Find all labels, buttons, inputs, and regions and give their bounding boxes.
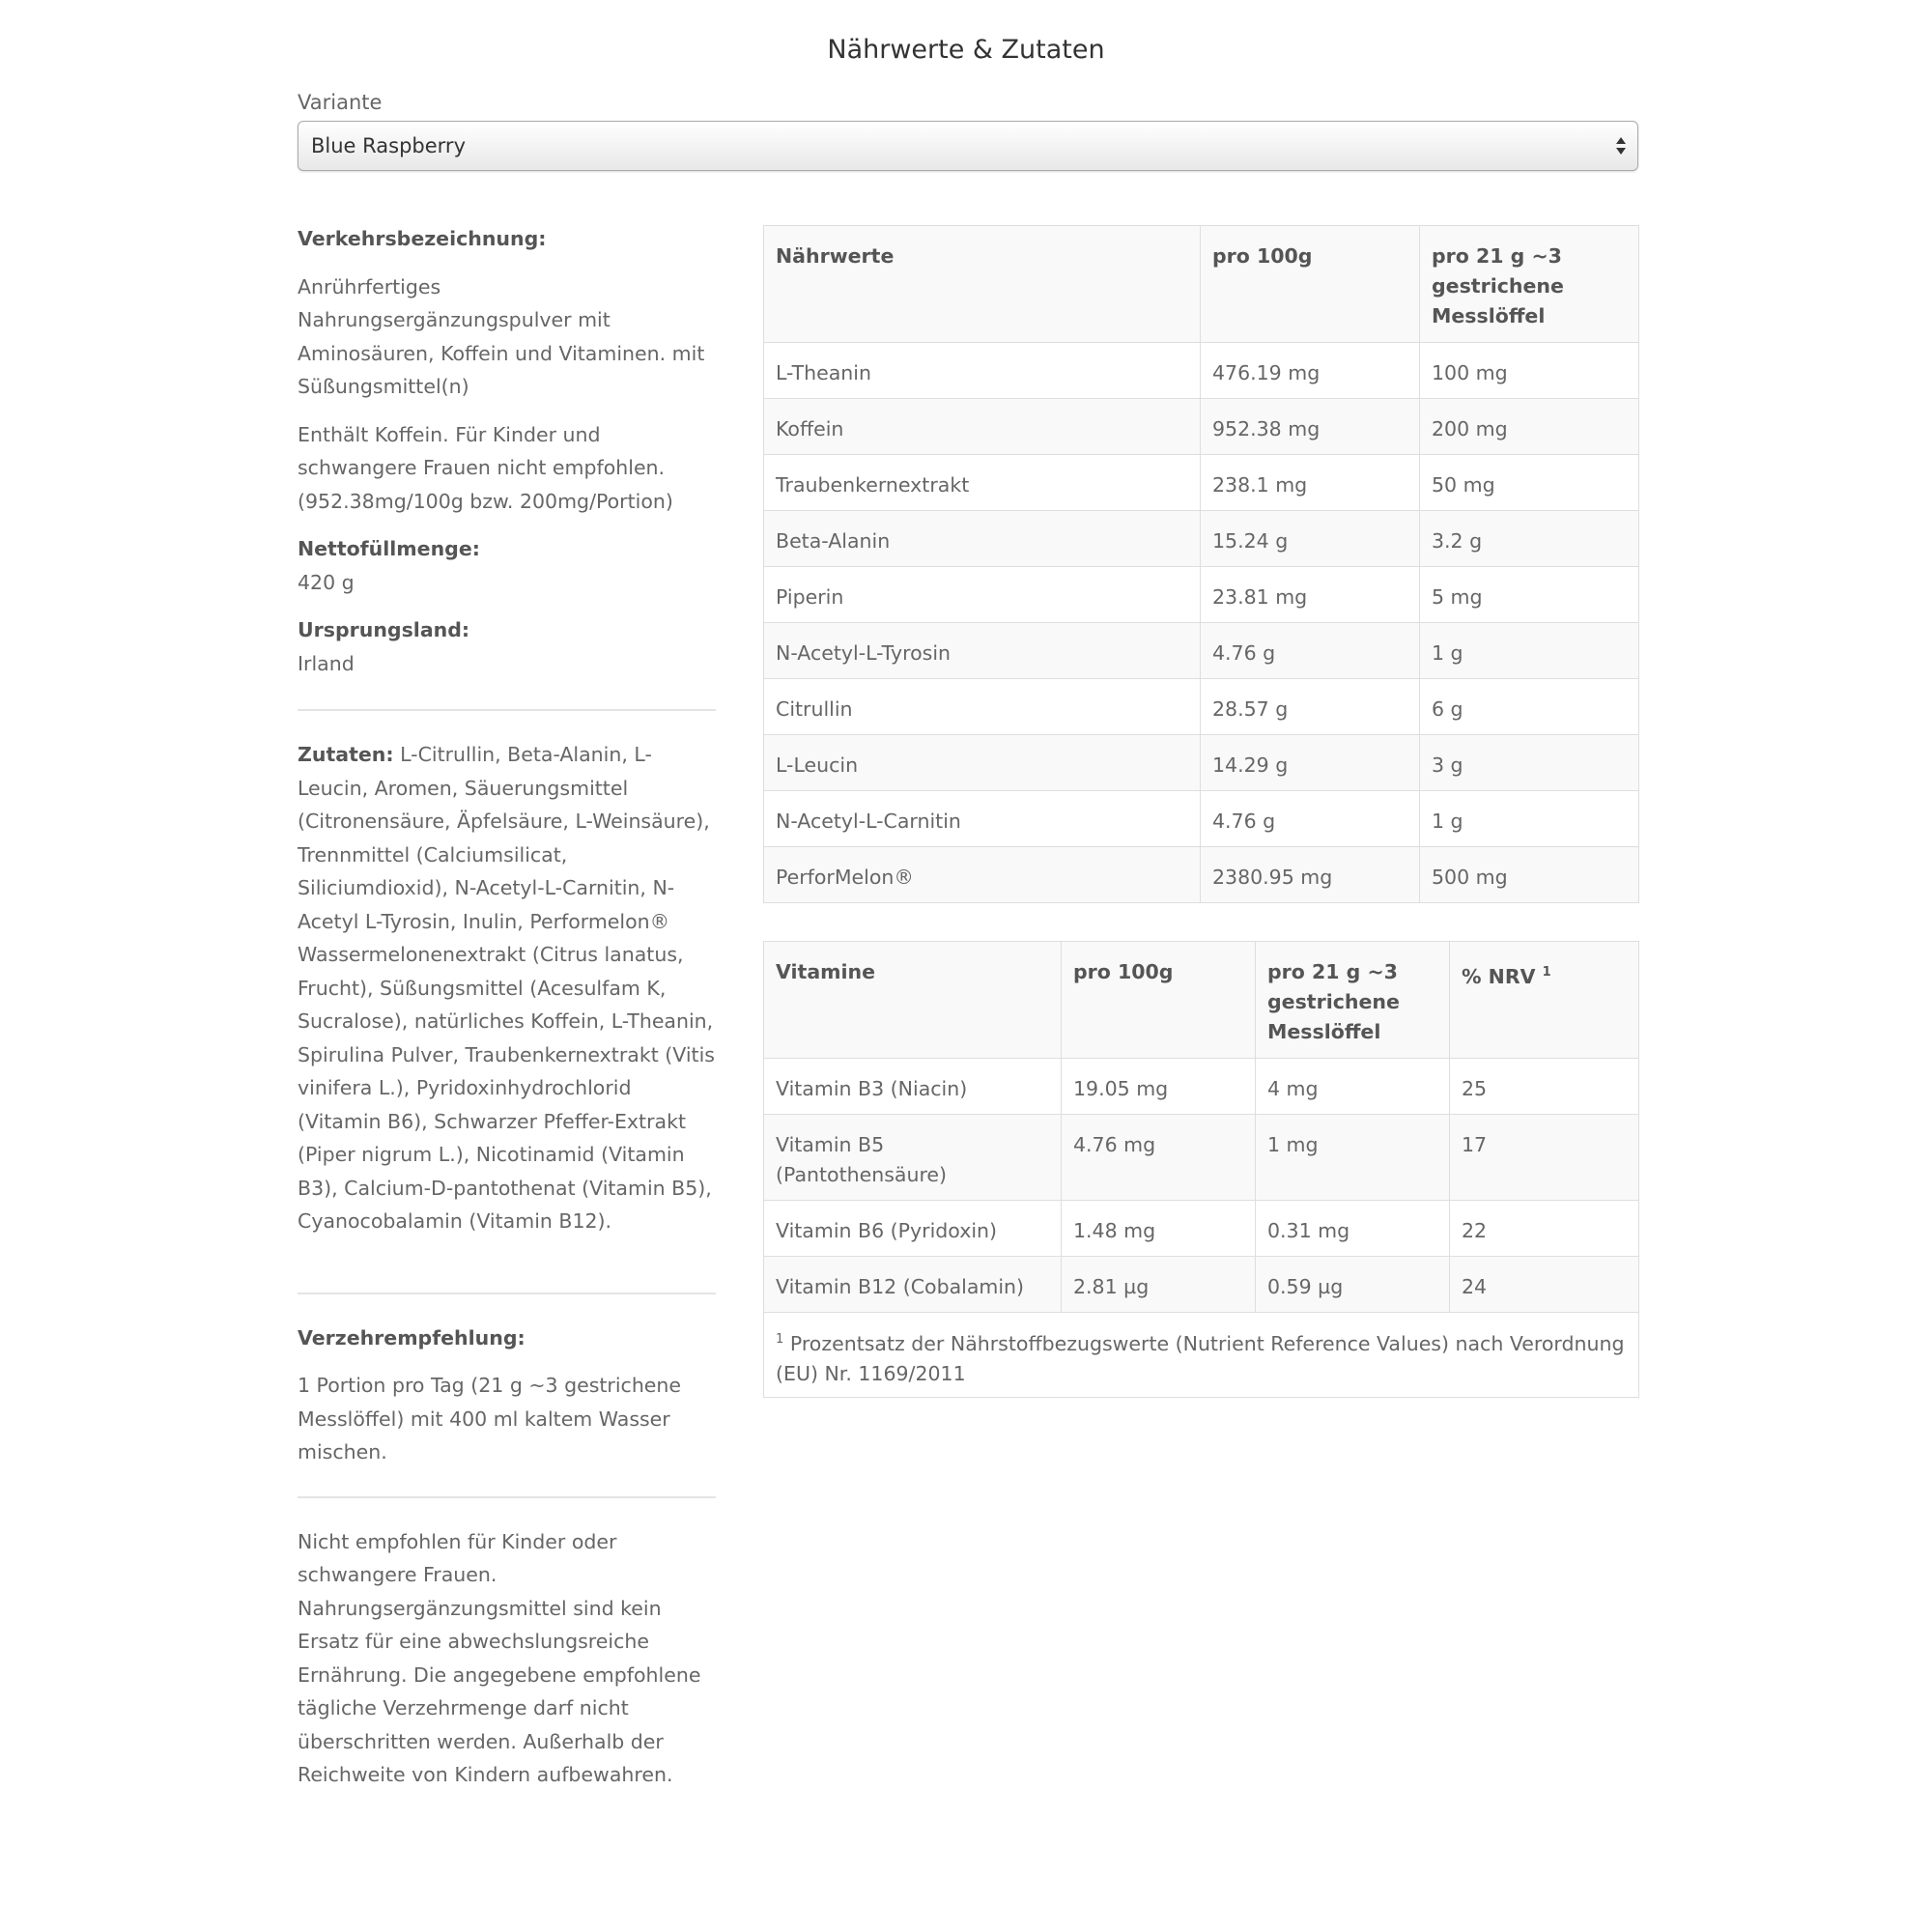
table-row: [764, 735, 1639, 791]
product-info-column: [298, 222, 716, 1792]
value-per-100g: 14.29 g: [1201, 735, 1420, 791]
zutaten-label: Zutaten:: [298, 743, 394, 766]
value-per-100g: 2380.95 mg: [1201, 847, 1420, 903]
value-per-portion: 3.2 g: [1420, 511, 1639, 567]
table-row: [764, 1059, 1639, 1115]
table-row: [764, 399, 1639, 455]
verzehrempfehlung-label: Verzehrempfehlung:: [298, 1325, 526, 1350]
table-row: [764, 847, 1639, 903]
nutrient-name: PerforMelon®: [764, 847, 1201, 903]
value-per-100g: 4.76 g: [1201, 623, 1420, 679]
nrv-value: 17: [1450, 1115, 1639, 1201]
vitamine-table: [763, 941, 1639, 1398]
value-per-portion: 0.31 mg: [1256, 1201, 1450, 1257]
table-row: [764, 1201, 1639, 1257]
column-header: pro 100g: [1201, 226, 1420, 343]
column-header: pro 21 g ~3 gestrichene Messlöffel: [1420, 226, 1639, 343]
value-per-100g: 28.57 g: [1201, 679, 1420, 735]
nutrient-name: L-Leucin: [764, 735, 1201, 791]
zutaten-text: L-Citrullin, Beta-Alanin, L-Leucin, Aromen, Säuerungsmittel (Citronensäure, Äpfelsäure, L-Weinsäure), Trennmittel (Calciumsilicat, Siliciumdioxid), N-Acetyl-L-Carnitin, N-Acetyl L-Tyrosin, Inulin, Performelon® Wassermelonenextrakt (Citrus lanatus, Frucht), Süßungsmittel (Acesulfam K, Sucralose), natürliches Koffein, L-Theanin, Spirulina Pulver, Traubenkernextrakt (Vitis vinifera L.), Pyridoxinhydrochlorid (Vitamin B6), Schwarzer Pfeffer-Extrakt (Piper nigrum L.), Nicotinamid (Vitamin B3), Calcium-D-pantothenat (Vitamin B5), Cyanocobalamin (Vitamin B12).: [298, 743, 715, 1233]
value-per-portion: 1 g: [1420, 791, 1639, 847]
nutrient-name: N-Acetyl-L-Carnitin: [764, 791, 1201, 847]
table-row: [764, 455, 1639, 511]
value-per-portion: 500 mg: [1420, 847, 1639, 903]
table-row: [764, 511, 1639, 567]
footnote-text: Prozentsatz der Nährstoffbezugswerte (Nutrient Reference Values) nach Verordnung (EU) Nr. 1169/2011: [776, 1331, 1625, 1385]
column-header: Nährwerte: [764, 226, 1201, 343]
value-per-100g: 2.81 µg: [1062, 1257, 1256, 1313]
footnote-marker: 1: [1542, 965, 1551, 980]
ursprungsland-value: Irland: [298, 651, 355, 675]
value-per-100g: 4.76 g: [1201, 791, 1420, 847]
nutrient-name: Beta-Alanin: [764, 511, 1201, 567]
value-per-100g: 952.38 mg: [1201, 399, 1420, 455]
value-per-portion: 50 mg: [1420, 455, 1639, 511]
table-row: [764, 567, 1639, 623]
value-per-portion: 5 mg: [1420, 567, 1639, 623]
table-header-row: [764, 226, 1639, 343]
table-row: [764, 1257, 1639, 1313]
value-per-portion: 4 mg: [1256, 1059, 1450, 1115]
value-per-100g: 476.19 mg: [1201, 343, 1420, 399]
value-per-portion: 0.59 µg: [1256, 1257, 1450, 1313]
table-header-row: [764, 942, 1639, 1059]
nrv-value: 25: [1450, 1059, 1639, 1115]
table-row: [764, 343, 1639, 399]
vitamin-name: Vitamin B5 (Pantothensäure): [764, 1115, 1062, 1201]
variant-selected-value: Blue Raspberry: [311, 134, 466, 157]
variant-select[interactable]: [298, 121, 1638, 171]
warnhinweis-text: Nicht empfohlen für Kinder oder schwangere Frauen. Nahrungsergänzungsmittel sind kein Ersatz für eine abwechslungsreiche Ernährung. Die angegebene empfohlene tägliche Verzehrmenge darf nicht überschritten werden. Außerhalb der Reichweite von Kindern aufbewahren.: [298, 1529, 701, 1786]
column-header: pro 100g: [1062, 942, 1256, 1059]
value-per-portion: 3 g: [1420, 735, 1639, 791]
nrv-value: 22: [1450, 1201, 1639, 1257]
value-per-100g: 15.24 g: [1201, 511, 1420, 567]
nrv-value: 24: [1450, 1257, 1639, 1313]
value-per-100g: 4.76 mg: [1062, 1115, 1256, 1201]
footnote: [764, 1313, 1639, 1398]
nrv-label: % NRV: [1462, 964, 1536, 988]
vitamin-name: Vitamin B3 (Niacin): [764, 1059, 1062, 1115]
nutrient-name: L-Theanin: [764, 343, 1201, 399]
value-per-100g: 19.05 mg: [1062, 1059, 1256, 1115]
verzehrempfehlung-text: 1 Portion pro Tag (21 g ~3 gestrichene Messlöffel) mit 400 ml kaltem Wasser mischen.: [298, 1374, 682, 1463]
value-per-100g: 23.81 mg: [1201, 567, 1420, 623]
table-row: [764, 1115, 1639, 1201]
footnote-marker: 1: [776, 1332, 784, 1347]
column-header: Vitamine: [764, 942, 1062, 1059]
value-per-portion: 1 g: [1420, 623, 1639, 679]
value-per-portion: 100 mg: [1420, 343, 1639, 399]
nutrient-name: Koffein: [764, 399, 1201, 455]
column-header: pro 21 g ~3 gestrichene Messlöffel: [1256, 942, 1450, 1059]
value-per-100g: 1.48 mg: [1062, 1201, 1256, 1257]
nutrient-name: Citrullin: [764, 679, 1201, 735]
table-row: [764, 791, 1639, 847]
table-row: [764, 623, 1639, 679]
page-title: Nährwerte & Zutaten: [827, 35, 1105, 65]
ursprungsland-label: Ursprungsland:: [298, 618, 470, 641]
naehrwerte-table: [763, 225, 1639, 903]
table-row: [764, 679, 1639, 735]
footnote-row: [764, 1313, 1639, 1398]
value-per-100g: 238.1 mg: [1201, 455, 1420, 511]
zutaten-block: [298, 738, 716, 1238]
nutrient-name: N-Acetyl-L-Tyrosin: [764, 623, 1201, 679]
vitamin-name: Vitamin B12 (Cobalamin): [764, 1257, 1062, 1313]
select-arrows-icon: [1614, 133, 1628, 158]
koffein-hinweis: Enthält Koffein. Für Kinder und schwangere Frauen nicht empfohlen. (952.38mg/100g bzw. 200mg/Portion): [298, 422, 673, 513]
nettofuellmenge-label: Nettofüllmenge:: [298, 537, 480, 560]
verkehrsbezeichnung-label: Verkehrsbezeichnung:: [298, 227, 547, 250]
nettofuellmenge-value: 420 g: [298, 570, 355, 594]
column-header-nrv: [1450, 942, 1639, 1059]
nutrient-name: Traubenkernextrakt: [764, 455, 1201, 511]
verkehrsbezeichnung-text: Anrührfertiges Nahrungsergänzungspulver mit Aminosäuren, Koffein und Vitaminen. mit Süßungsmittel(n): [298, 274, 705, 398]
variant-label: Variante: [298, 91, 383, 114]
value-per-portion: 1 mg: [1256, 1115, 1450, 1201]
value-per-portion: 200 mg: [1420, 399, 1639, 455]
nutrient-name: Piperin: [764, 567, 1201, 623]
vitamin-name: Vitamin B6 (Pyridoxin): [764, 1201, 1062, 1257]
value-per-portion: 6 g: [1420, 679, 1639, 735]
